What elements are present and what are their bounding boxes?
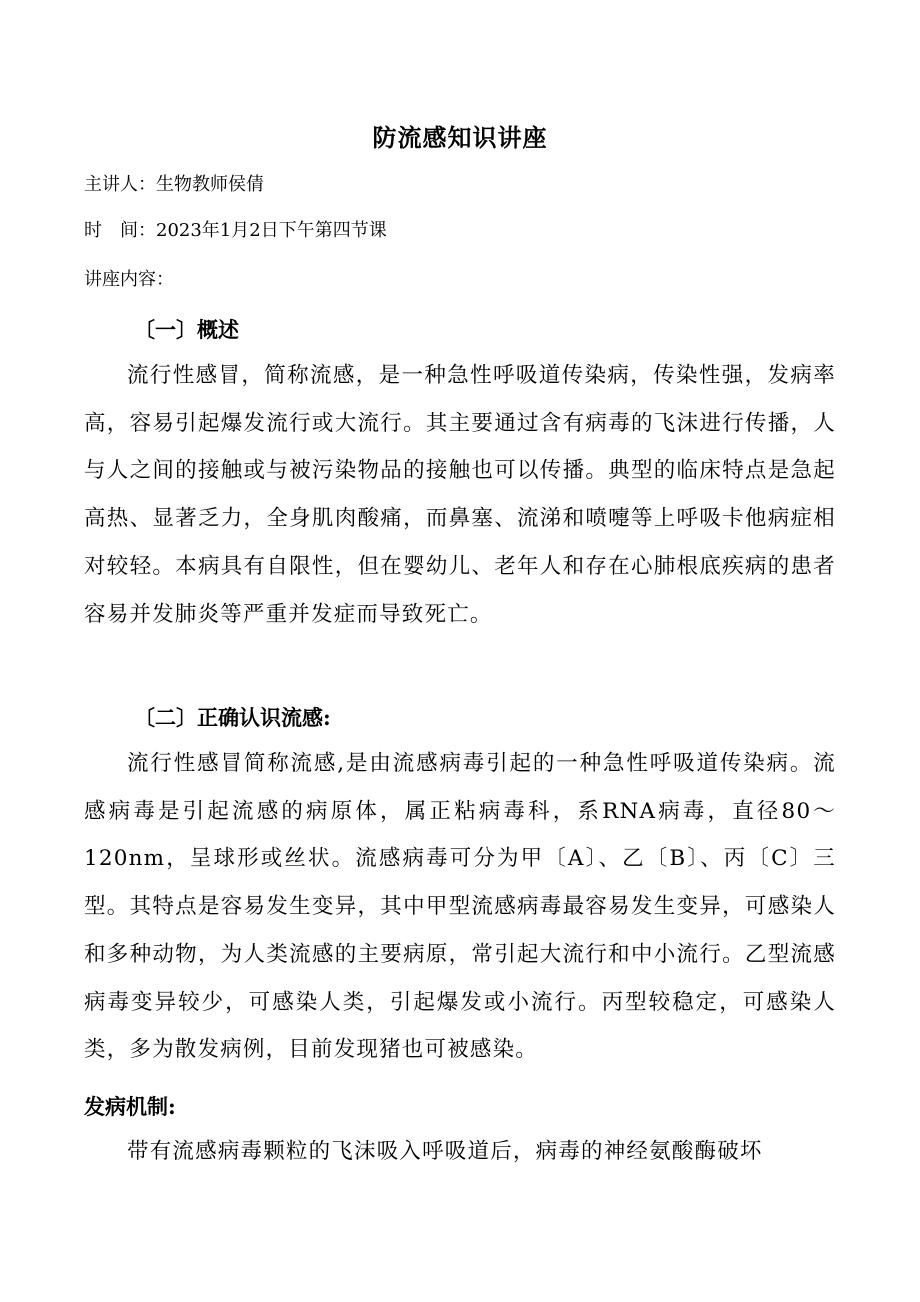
section-heading-mechanism: 发病机制: — [84, 1094, 176, 1119]
section-paragraph-understanding: 流行性感冒简称流感,是由流感病毒引起的一种急性呼吸道传染病。流感病毒是引起流感的病原体，属正粘病毒科，系RNA病毒，直径80～120nm，呈球形或丝状。流感病毒可分为甲〔A〕、乙〔B〕、丙〔C〕三型。其特点是容易发生变异，其中甲型流感病毒最容易发生变异，可感染人和多种动物，为人类流感的主要病原，常引起大流行和中小流行。乙型流感病毒变异较少，可感染人类，引起爆发或小流行。丙型较稳定，可感染人类，多为散发病例，目前发现猪也可被感染。 — [84, 751, 836, 1063]
section-heading-understanding: 〔二〕正确认识流感: — [134, 705, 331, 730]
content-label: 讲座内容： — [84, 269, 174, 290]
section-paragraph-overview: 流行性感冒，简称流感，是一种急性呼吸道传染病，传染性强，发病率高，容易引起爆发流行或大流行。其主要通过含有病毒的飞沫进行传播，人与人之间的接触或与被污染物品的接触也可以传播。典型的临床特点是急起高热、显著乏力，全身肌肉酸痛，而鼻塞、流涕和喷嚏等上呼吸卡他病症相对较轻。本病具有自限性，但在婴幼儿、老年人和存在心肺根底疾病的患者容易并发肺炎等严重并发症而导致死亡。 — [84, 363, 836, 627]
document-title: 防流感知识讲座 — [372, 123, 548, 152]
section-heading-overview: 〔一〕概述 — [134, 317, 239, 342]
section-paragraph-mechanism: 带有流感病毒颗粒的飞沫吸入呼吸道后，病毒的神经氨酸酶破坏 — [127, 1139, 763, 1164]
speaker-line: 主讲人：生物教师侯倩 — [84, 174, 264, 195]
time-line: 时 间：2023年1月2日下午第四节课 — [84, 220, 387, 241]
